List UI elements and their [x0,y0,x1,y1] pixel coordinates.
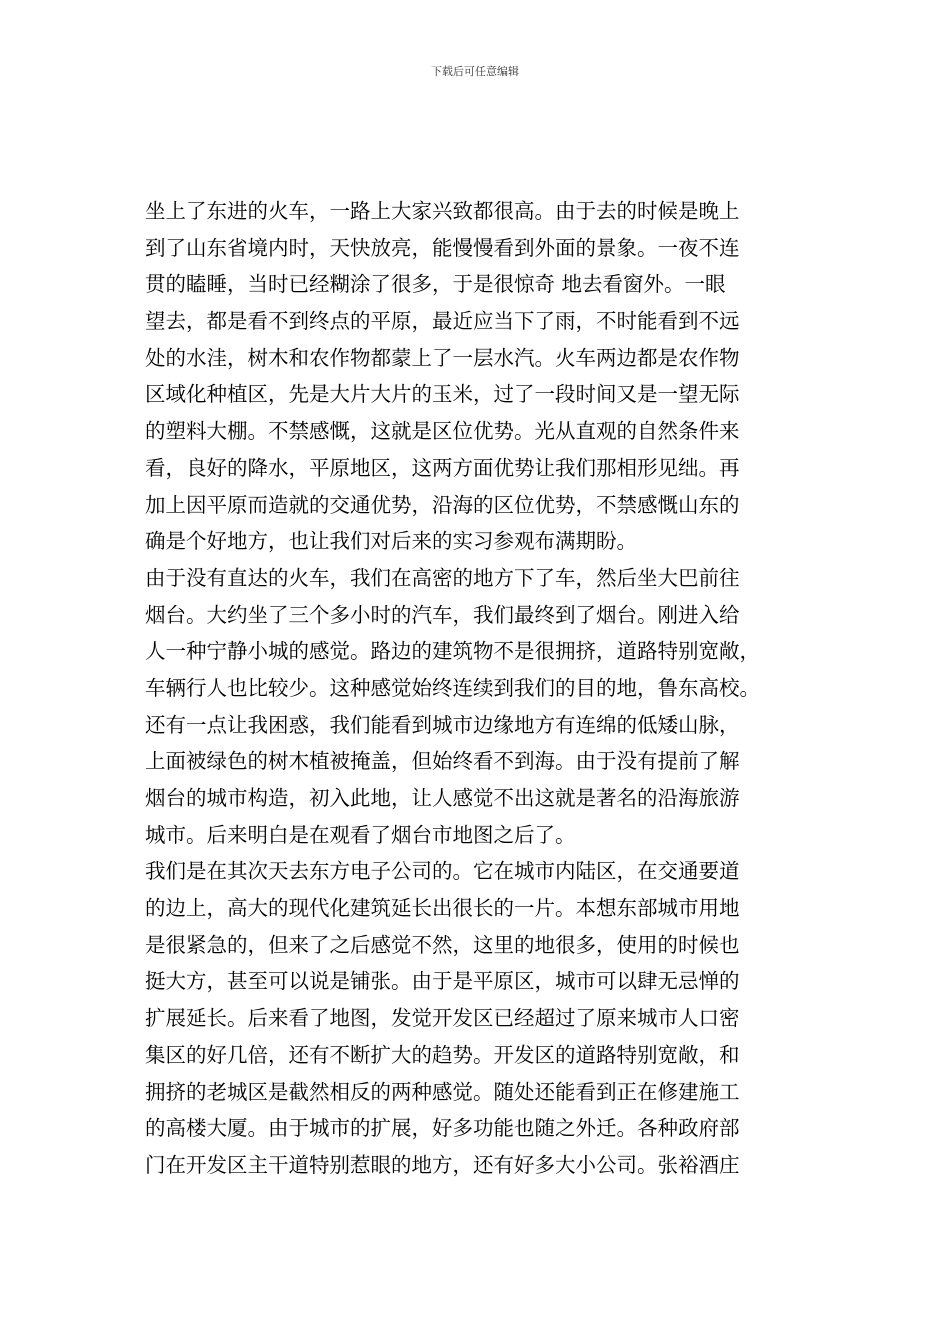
text-line: 烟台的城市构造，初入此地，让人感觉不出这就是著名的沿海旅游 [145,786,740,810]
text-line: 加上因平原而造就的交通优势，沿海的区位优势，不禁感慨山东的 [145,492,740,517]
text-line: 门在开发区主干道特别惹眼的地方，还有好多大小公司。张裕酒庄 [145,1152,740,1177]
text-line: 是很紧急的，但来了之后感觉不然，这里的地很多，使用的时候也 [145,932,740,957]
text-line: 人一种宁静小城的感觉。路边的建筑物不是很拥挤，道路特别宽敞， [145,639,760,664]
document-body [145,193,817,1184]
text-line: 的高楼大厦。由于城市的扩展，好多功能也随之外迁。各种政府部 [145,1116,740,1141]
text-line: 车辆行人也比较少。这种感觉始终连续到我们的目的地，鲁东高校。 [145,675,760,700]
text-line: 我们是在其次天去东方电子公司的。它在城市内陆区，在交通要道 [145,859,740,884]
text-line: 由于没有直达的火车，我们在高密的地方下了车，然后坐大巴前往 [145,565,740,590]
text-line: 坐上了东进的火车，一路上大家兴致都很高。由于去的时候是晚上 [145,199,740,223]
text-line: 上面被绿色的树木植被掩盖，但始终看不到海。由于没有提前了解 [145,749,740,774]
text-line: 区域化种植区，先是大片大片的玉米，过了一段时间又是一望无际 [145,382,740,407]
text-line: 集区的好几倍，还有不断扩大的趋势。开发区的道路特别宽敞，和 [145,1042,740,1067]
text-line: 看，良好的降水，平原地区，这两方面优势让我们那相形见绌。再 [145,455,740,480]
text-line: 扩展延长。后来看了地图，发觉开发区已经超过了原来城市人口密 [145,1006,740,1031]
text-line: 的塑料大棚。不禁感慨，这就是区位优势。光从直观的自然条件来 [145,419,740,444]
text-line: 处的水洼，树木和农作物都蒙上了一层水汽。火车两边都是农作物 [145,345,740,370]
text-line: 望去，都是看不到终点的平原，最近应当下了雨，不时能看到不远 [145,309,740,334]
text-line: 的边上，高大的现代化建筑延长出很长的一片。本想东部城市用地 [145,896,740,921]
text-line: 挺大方，甚至可以说是铺张。由于是平原区，城市可以肆无忌惮的 [145,969,740,994]
text-line: 拥挤的老城区是截然相反的两种感觉。随处还能看到正在修建施工 [145,1079,740,1104]
text-line: 确是个好地方，也让我们对后来的实习参观布满期盼。 [145,529,637,554]
text-line: 城市。后来明白是在观看了烟台市地图之后了。 [145,822,576,847]
text-line: 到了山东省境内时，天快放亮，能慢慢看到外面的景象。一夜不连 [145,235,740,260]
text-line: 贯的瞌睡，当时已经糊涂了很多，于是很惊奇 地去看窗外。一眼 [145,272,726,297]
page-header-note: 下载后可任意编辑 [431,65,519,78]
text-line: 还有一点让我困惑，我们能看到城市边缘地方有连绵的低矮山脉， [145,712,740,737]
text-line: 烟台。大约坐了三个多小时的汽车，我们最终到了烟台。刚进入给 [145,602,740,627]
